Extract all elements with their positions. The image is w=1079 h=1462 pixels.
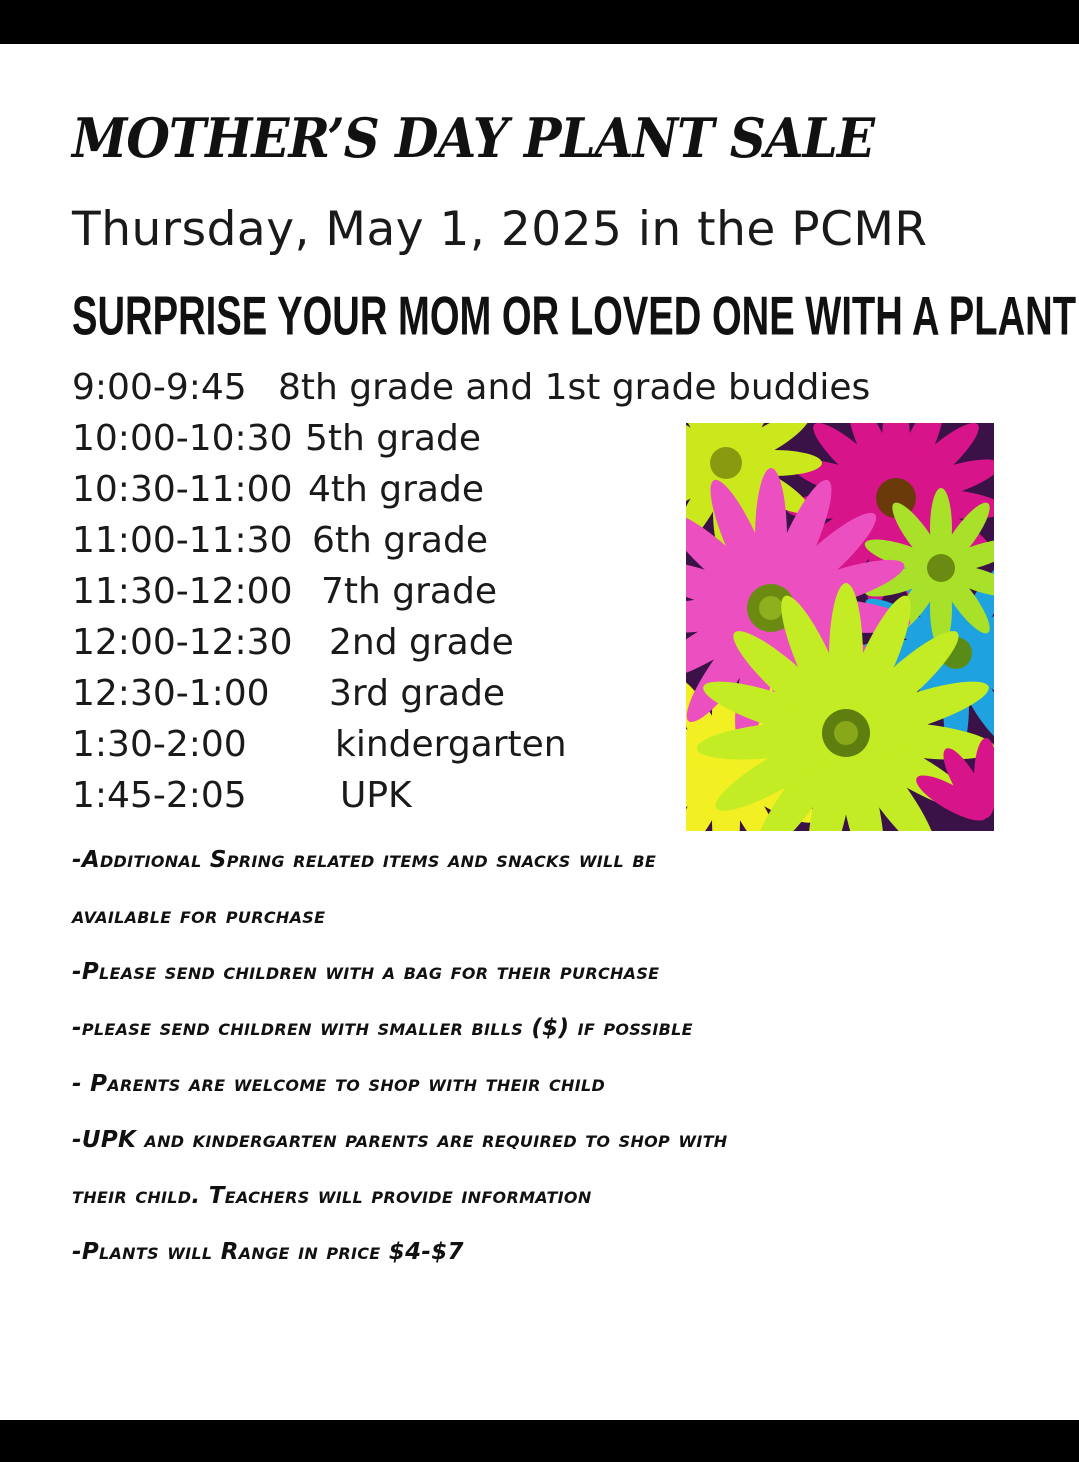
schedule-grade: 2nd grade <box>329 622 514 663</box>
schedule-time: 9:00-9:45 <box>72 367 247 408</box>
schedule-time: 10:30-11:00 <box>72 469 293 510</box>
schedule-time: 12:00-12:30 <box>72 622 293 663</box>
note-line: -please send children with smaller bills ($) if possible <box>72 1015 693 1041</box>
schedule-grade: 7th grade <box>321 571 497 612</box>
note-line: their child. Teachers will provide information <box>72 1183 592 1209</box>
schedule-time: 10:00-10:30 <box>72 418 293 459</box>
note-line: available for purchase <box>72 903 326 929</box>
schedule-grade: 8th grade and 1st grade buddies <box>278 367 871 408</box>
note-line: - Parents are welcome to shop with their child <box>72 1071 606 1097</box>
schedule-grade: kindergarten <box>335 724 567 765</box>
schedule-time: 11:30-12:00 <box>72 571 293 612</box>
schedule-time: 1:45-2:05 <box>72 775 247 816</box>
schedule-grade: UPK <box>340 775 412 816</box>
flyer-title: MOTHER’S DAY PLANT SALE <box>72 106 874 170</box>
note-line: -Please send children with a bag for their purchase <box>72 959 660 985</box>
tagline: SURPRISE YOUR MOM OR LOVED ONE WITH A PLANT <box>72 285 1077 347</box>
notes-list <box>72 832 1052 1280</box>
schedule-time: 12:30-1:00 <box>72 673 270 714</box>
event-date-location: Thursday, May 1, 2025 in the PCMR <box>72 202 928 257</box>
schedule-grade: 6th grade <box>312 520 488 561</box>
flyer-page <box>0 44 1079 1420</box>
schedule-time: 11:00-11:30 <box>72 520 293 561</box>
note-line: -Additional Spring related items and snacks will be <box>72 847 657 873</box>
schedule-row <box>72 362 952 413</box>
schedule-time: 1:30-2:00 <box>72 724 247 765</box>
schedule-grade: 4th grade <box>308 469 484 510</box>
note-line: -UPK and kindergarten parents are required to shop with <box>72 1127 728 1153</box>
schedule-grade: 3rd grade <box>329 673 506 714</box>
daisy-bouquet-photo <box>686 423 994 831</box>
schedule-grade: 5th grade <box>305 418 481 459</box>
note-line: -Plants will Range in price $4-$7 <box>72 1239 464 1265</box>
